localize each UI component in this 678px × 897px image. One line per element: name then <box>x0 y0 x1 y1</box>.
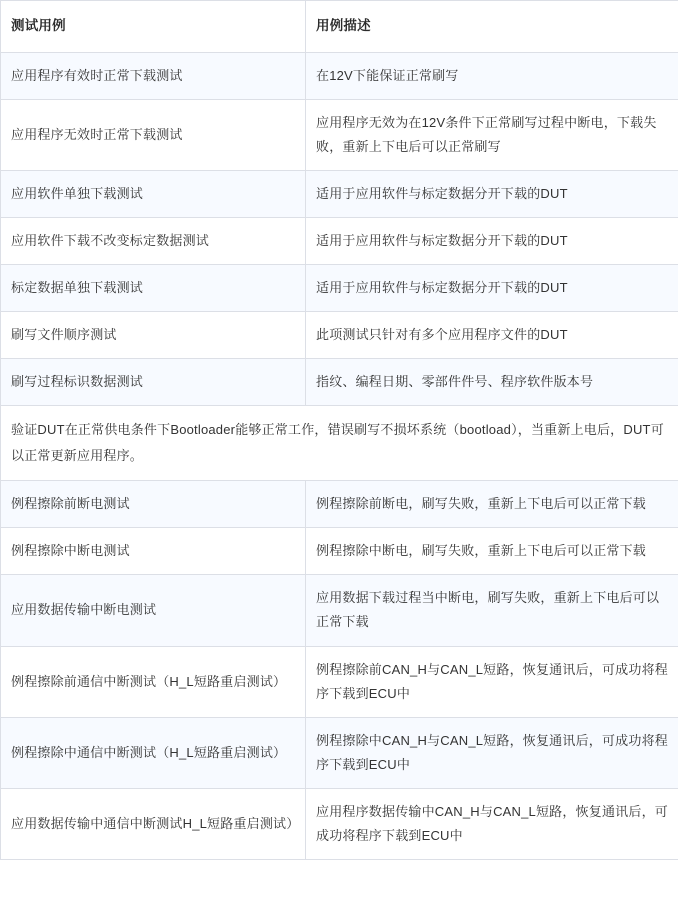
column-header-desc: 用例描述 <box>306 1 678 53</box>
table-row <box>1 788 678 859</box>
table-cell-case: 应用数据传输中断电测试 <box>1 575 306 646</box>
table-cell-case: 应用数据传输中通信中断测试H_L短路重启测试） <box>1 788 306 859</box>
table-cell-desc: 适用于应用软件与标定数据分开下载的DUT <box>306 265 678 312</box>
table-cell-case: 例程擦除前通信中断测试（H_L短路重启测试） <box>1 646 306 717</box>
table-cell-case: 标定数据单独下载测试 <box>1 265 306 312</box>
table-row <box>1 218 678 265</box>
table-row <box>1 575 678 646</box>
table-cell-case: 例程擦除前断电测试 <box>1 481 306 528</box>
table-row <box>1 171 678 218</box>
table-body <box>1 1 678 860</box>
table-cell-desc: 应用程序数据传输中CAN_H与CAN_L短路，恢复通讯后，可成功将程序下载到ECU中 <box>306 788 678 859</box>
table-cell-case: 刷写过程标识数据测试 <box>1 359 306 406</box>
table-cell-desc: 此项测试只针对有多个应用程序文件的DUT <box>306 312 678 359</box>
table-cell-case: 应用程序无效时正常下载测试 <box>1 100 306 171</box>
table-cell-desc: 应用程序无效为在12V条件下正常刷写过程中断电，下载失败，重新上下电后可以正常刷写 <box>306 100 678 171</box>
table-note-cell: 验证DUT在正常供电条件下Bootloader能够正常工作，错误刷写不损坏系统（bootload），当重新上电后，DUT可以正常更新应用程序。 <box>1 406 678 481</box>
table-cell-desc: 指纹、编程日期、零部件件号、程序软件版本号 <box>306 359 678 406</box>
table-row <box>1 265 678 312</box>
table-row <box>1 646 678 717</box>
table-cell-case: 应用软件下载不改变标定数据测试 <box>1 218 306 265</box>
table-cell-desc: 适用于应用软件与标定数据分开下载的DUT <box>306 171 678 218</box>
table-cell-case: 例程擦除中断电测试 <box>1 528 306 575</box>
table-header-row <box>1 1 678 53</box>
table-row <box>1 406 678 481</box>
table-row <box>1 312 678 359</box>
column-header-case: 测试用例 <box>1 1 306 53</box>
table-cell-case: 例程擦除中通信中断测试（H_L短路重启测试） <box>1 717 306 788</box>
table-row <box>1 481 678 528</box>
table-cell-case: 应用软件单独下载测试 <box>1 171 306 218</box>
table-cell-desc: 应用数据下载过程当中断电，刷写失败，重新上下电后可以正常下载 <box>306 575 678 646</box>
table-row <box>1 100 678 171</box>
table-row <box>1 52 678 99</box>
table-cell-desc: 适用于应用软件与标定数据分开下载的DUT <box>306 218 678 265</box>
table-row <box>1 717 678 788</box>
table-cell-desc: 例程擦除中断电，刷写失败，重新上下电后可以正常下载 <box>306 528 678 575</box>
table-cell-desc: 在12V下能保证正常刷写 <box>306 52 678 99</box>
table-row <box>1 359 678 406</box>
table-cell-desc: 例程擦除前断电，刷写失败，重新上下电后可以正常下载 <box>306 481 678 528</box>
table-row <box>1 528 678 575</box>
table-cell-case: 应用程序有效时正常下载测试 <box>1 52 306 99</box>
table-cell-case: 刷写文件顺序测试 <box>1 312 306 359</box>
table-cell-desc: 例程擦除中CAN_H与CAN_L短路，恢复通讯后，可成功将程序下载到ECU中 <box>306 717 678 788</box>
table-cell-desc: 例程擦除前CAN_H与CAN_L短路，恢复通讯后，可成功将程序下载到ECU中 <box>306 646 678 717</box>
